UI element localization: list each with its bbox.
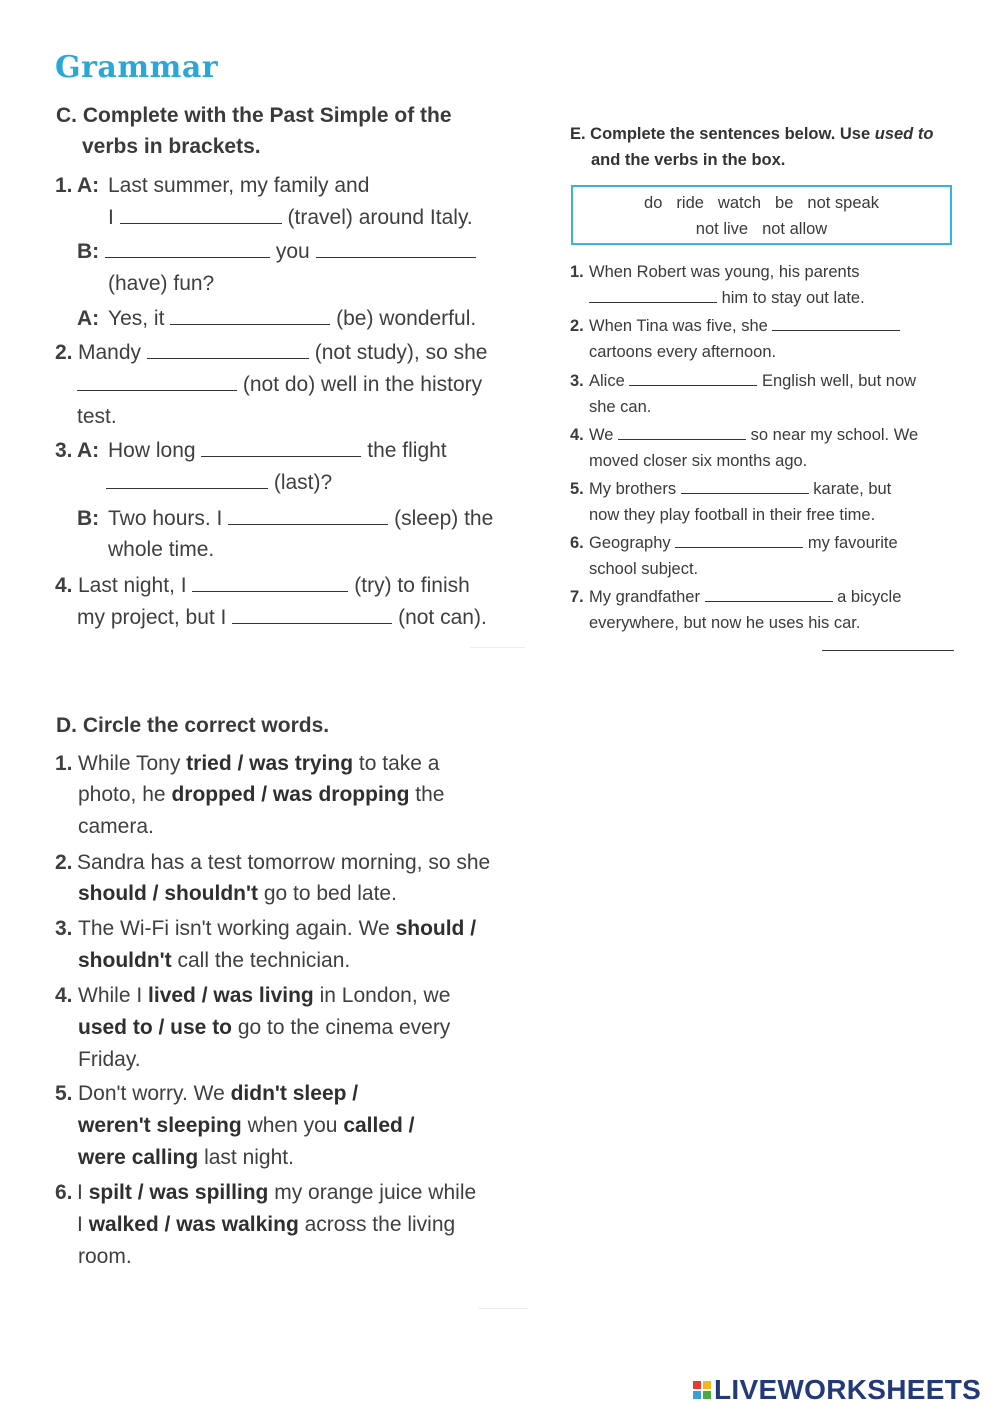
question-text: last night. xyxy=(204,1146,294,1169)
question-text: you xyxy=(275,240,310,263)
question-number: 6. xyxy=(570,534,584,552)
choice-option[interactable]: used to / use to xyxy=(78,1016,233,1039)
choice-option[interactable]: should / shouldn't xyxy=(78,882,258,905)
question-text: (not can). xyxy=(398,606,487,629)
answer-blank[interactable] xyxy=(77,374,237,391)
question-number: 5. xyxy=(570,480,584,498)
question-line xyxy=(78,1146,294,1170)
answer-blank[interactable] xyxy=(228,508,388,525)
section-e-heading-line2: and the verbs in the box. xyxy=(591,151,786,169)
answer-blank[interactable] xyxy=(681,480,809,494)
answer-blank[interactable] xyxy=(316,241,476,258)
question-line xyxy=(108,439,447,463)
question-number: 2. xyxy=(570,317,584,335)
answer-blank[interactable] xyxy=(192,575,348,592)
question-text: when you xyxy=(247,1114,338,1137)
question-line xyxy=(78,917,476,941)
question-text: (last)? xyxy=(273,471,333,494)
question-text: everywhere, but now he uses his car. xyxy=(589,614,861,632)
answer-blank[interactable] xyxy=(147,342,309,359)
choice-option[interactable]: shouldn't xyxy=(78,949,172,972)
question-text: I xyxy=(77,1213,83,1236)
answer-blank[interactable] xyxy=(629,372,757,386)
logo-mark-icon xyxy=(693,1381,711,1399)
word-box-item: not live xyxy=(695,220,749,238)
question-text: While I xyxy=(78,984,143,1007)
question-text: whole time. xyxy=(108,538,215,561)
question-number: 4. xyxy=(55,574,73,597)
section-c-heading-line2: verbs in brackets. xyxy=(82,135,261,158)
section-e-heading-emphasis: used to xyxy=(874,125,934,143)
question-text: How long xyxy=(108,439,196,462)
question-text: in London, we xyxy=(319,984,451,1007)
question-text: room. xyxy=(78,1245,132,1268)
choice-option[interactable]: tried / was trying xyxy=(186,752,354,775)
choice-option[interactable]: lived / was living xyxy=(148,984,314,1007)
word-box-item: watch xyxy=(717,194,762,212)
question-text: (not study), so she xyxy=(314,341,488,364)
question-text: go to the cinema every xyxy=(237,1016,451,1039)
question-text: school subject. xyxy=(589,560,699,578)
choice-option[interactable]: were calling xyxy=(78,1146,199,1169)
choice-option[interactable]: should / xyxy=(395,917,477,940)
question-text: the xyxy=(415,783,445,806)
question-line xyxy=(78,882,397,906)
speaker-label: B: xyxy=(77,240,100,263)
answer-blank[interactable] xyxy=(201,440,361,457)
choice-option[interactable]: spilt / was spilling xyxy=(88,1181,269,1204)
question-line xyxy=(105,240,476,264)
question-line xyxy=(78,949,350,973)
question-line xyxy=(77,606,487,630)
question-text: Alice xyxy=(589,372,625,390)
question-line xyxy=(78,984,450,1008)
answer-blank[interactable] xyxy=(106,472,268,489)
question-text: camera. xyxy=(78,815,154,838)
question-text: to take a xyxy=(358,752,440,775)
question-text: Don't worry. We xyxy=(78,1082,225,1105)
question-text: Mandy xyxy=(78,341,142,364)
question-line xyxy=(77,1213,455,1237)
question-line xyxy=(108,307,476,331)
liveworksheets-logo xyxy=(693,1374,981,1406)
question-number: 1. xyxy=(570,263,584,281)
question-number: 1. xyxy=(55,174,73,197)
question-number: 7. xyxy=(570,588,584,606)
question-text: Sandra has a test tomorrow morning, so she xyxy=(77,851,491,874)
question-text: Last night, I xyxy=(78,574,187,597)
choice-option[interactable]: dropped / was dropping xyxy=(171,783,410,806)
question-text: Last summer, my family and xyxy=(108,174,370,197)
question-number: 6. xyxy=(55,1181,73,1204)
question-text: the flight xyxy=(367,439,447,462)
choice-option[interactable]: didn't sleep / xyxy=(230,1082,359,1105)
question-text: Geography xyxy=(589,534,671,552)
word-box-item: do xyxy=(644,194,663,212)
question-text: (travel) around Italy. xyxy=(287,206,473,229)
answer-blank[interactable] xyxy=(822,650,954,651)
question-text: across the living xyxy=(304,1213,456,1236)
speaker-label: B: xyxy=(77,507,100,530)
word-box-item: be xyxy=(775,194,794,212)
question-line xyxy=(78,1016,450,1040)
answer-blank[interactable] xyxy=(105,241,270,258)
question-line xyxy=(78,1114,415,1138)
speaker-label: A: xyxy=(77,439,100,462)
question-text: My brothers xyxy=(589,480,677,498)
question-text: Friday. xyxy=(78,1048,141,1071)
question-text: Yes, it xyxy=(108,307,165,330)
question-number: 3. xyxy=(55,439,73,462)
question-line xyxy=(78,341,487,365)
question-text: My grandfather xyxy=(589,588,700,606)
logo-square xyxy=(703,1381,711,1389)
word-box-row xyxy=(573,216,950,242)
question-text: my orange juice while xyxy=(274,1181,477,1204)
question-line xyxy=(77,373,482,397)
question-text: While Tony xyxy=(78,752,181,775)
question-text: When Robert was young, his parents xyxy=(589,263,860,281)
speaker-label: A: xyxy=(77,307,100,330)
question-line xyxy=(589,480,891,499)
question-line xyxy=(108,507,493,531)
answer-blank[interactable] xyxy=(170,308,330,325)
question-line xyxy=(589,289,865,308)
question-text: a bicycle xyxy=(837,588,902,606)
question-line xyxy=(78,574,470,598)
question-number: 3. xyxy=(55,917,73,940)
question-text: photo, he xyxy=(78,783,166,806)
section-e-heading xyxy=(570,125,933,144)
answer-blank[interactable] xyxy=(618,426,746,440)
answer-blank[interactable] xyxy=(589,289,717,303)
question-line xyxy=(78,783,444,807)
question-text: I xyxy=(77,1181,83,1204)
answer-blank[interactable] xyxy=(232,607,392,624)
question-text: When Tina was five, she xyxy=(589,317,768,335)
question-line xyxy=(589,426,918,445)
question-text: karate, but xyxy=(813,480,892,498)
question-text: (try) to finish xyxy=(354,574,470,597)
word-box xyxy=(571,185,952,245)
logo-square xyxy=(693,1391,701,1399)
section-c-heading: C. Complete with the Past Simple of the xyxy=(56,104,452,127)
question-line xyxy=(589,534,898,553)
question-number: 2. xyxy=(55,341,73,364)
question-number: 1. xyxy=(55,752,73,775)
choice-option[interactable]: weren't sleeping xyxy=(78,1114,242,1137)
question-text: (sleep) the xyxy=(394,507,494,530)
choice-option[interactable]: called / xyxy=(343,1114,415,1137)
question-text: so near my school. We xyxy=(750,426,919,444)
question-text: moved closer six months ago. xyxy=(589,452,808,470)
answer-blank[interactable] xyxy=(772,317,900,331)
question-line xyxy=(78,1082,358,1106)
question-number: 4. xyxy=(55,984,73,1007)
question-text: (not do) well in the history xyxy=(242,373,483,396)
logo-text: LIVEWORKSHEETS xyxy=(714,1374,982,1405)
section-d-heading: D. Circle the correct words. xyxy=(56,714,330,737)
question-line xyxy=(589,372,916,391)
question-text: him to stay out late. xyxy=(721,289,865,307)
word-box-row xyxy=(573,190,950,216)
question-number: 2. xyxy=(55,851,73,874)
question-text: go to bed late. xyxy=(263,882,397,905)
question-number: 3. xyxy=(570,372,584,390)
word-box-item: not allow xyxy=(762,220,828,238)
question-line xyxy=(589,588,901,607)
speaker-label: A: xyxy=(77,174,100,197)
question-text: she can. xyxy=(589,398,652,416)
question-line xyxy=(106,471,332,495)
question-number: 4. xyxy=(570,426,584,444)
divider xyxy=(470,647,525,648)
question-text: (have) fun? xyxy=(108,272,215,295)
question-text: my favourite xyxy=(807,534,898,552)
question-line xyxy=(77,1181,476,1205)
question-text: Two hours. I xyxy=(108,507,223,530)
section-e-heading-text: E. Complete the sentences below. Use xyxy=(570,125,871,143)
question-line xyxy=(589,317,900,336)
question-text: cartoons every afternoon. xyxy=(589,343,777,361)
divider xyxy=(478,1308,528,1309)
question-text: now they play football in their free time. xyxy=(589,506,876,524)
question-number: 5. xyxy=(55,1082,73,1105)
question-text: English well, but now xyxy=(761,372,917,390)
question-text: my project, but I xyxy=(77,606,227,629)
answer-blank[interactable] xyxy=(120,207,282,224)
question-text: The Wi-Fi isn't working again. We xyxy=(78,917,390,940)
answer-blank[interactable] xyxy=(675,534,803,548)
question-text: call the technician. xyxy=(177,949,351,972)
question-text: I xyxy=(108,206,114,229)
question-text: test. xyxy=(77,405,117,428)
word-box-item: ride xyxy=(676,194,704,212)
choice-option[interactable]: walked / was walking xyxy=(88,1213,299,1236)
word-box-item: not speak xyxy=(807,194,879,212)
question-text: (be) wonderful. xyxy=(336,307,477,330)
logo-square xyxy=(693,1381,701,1389)
logo-square xyxy=(703,1391,711,1399)
question-line xyxy=(108,206,473,230)
answer-blank[interactable] xyxy=(705,588,833,602)
question-text: We xyxy=(589,426,614,444)
question-line xyxy=(78,752,439,776)
page-title: Grammar xyxy=(55,50,219,85)
